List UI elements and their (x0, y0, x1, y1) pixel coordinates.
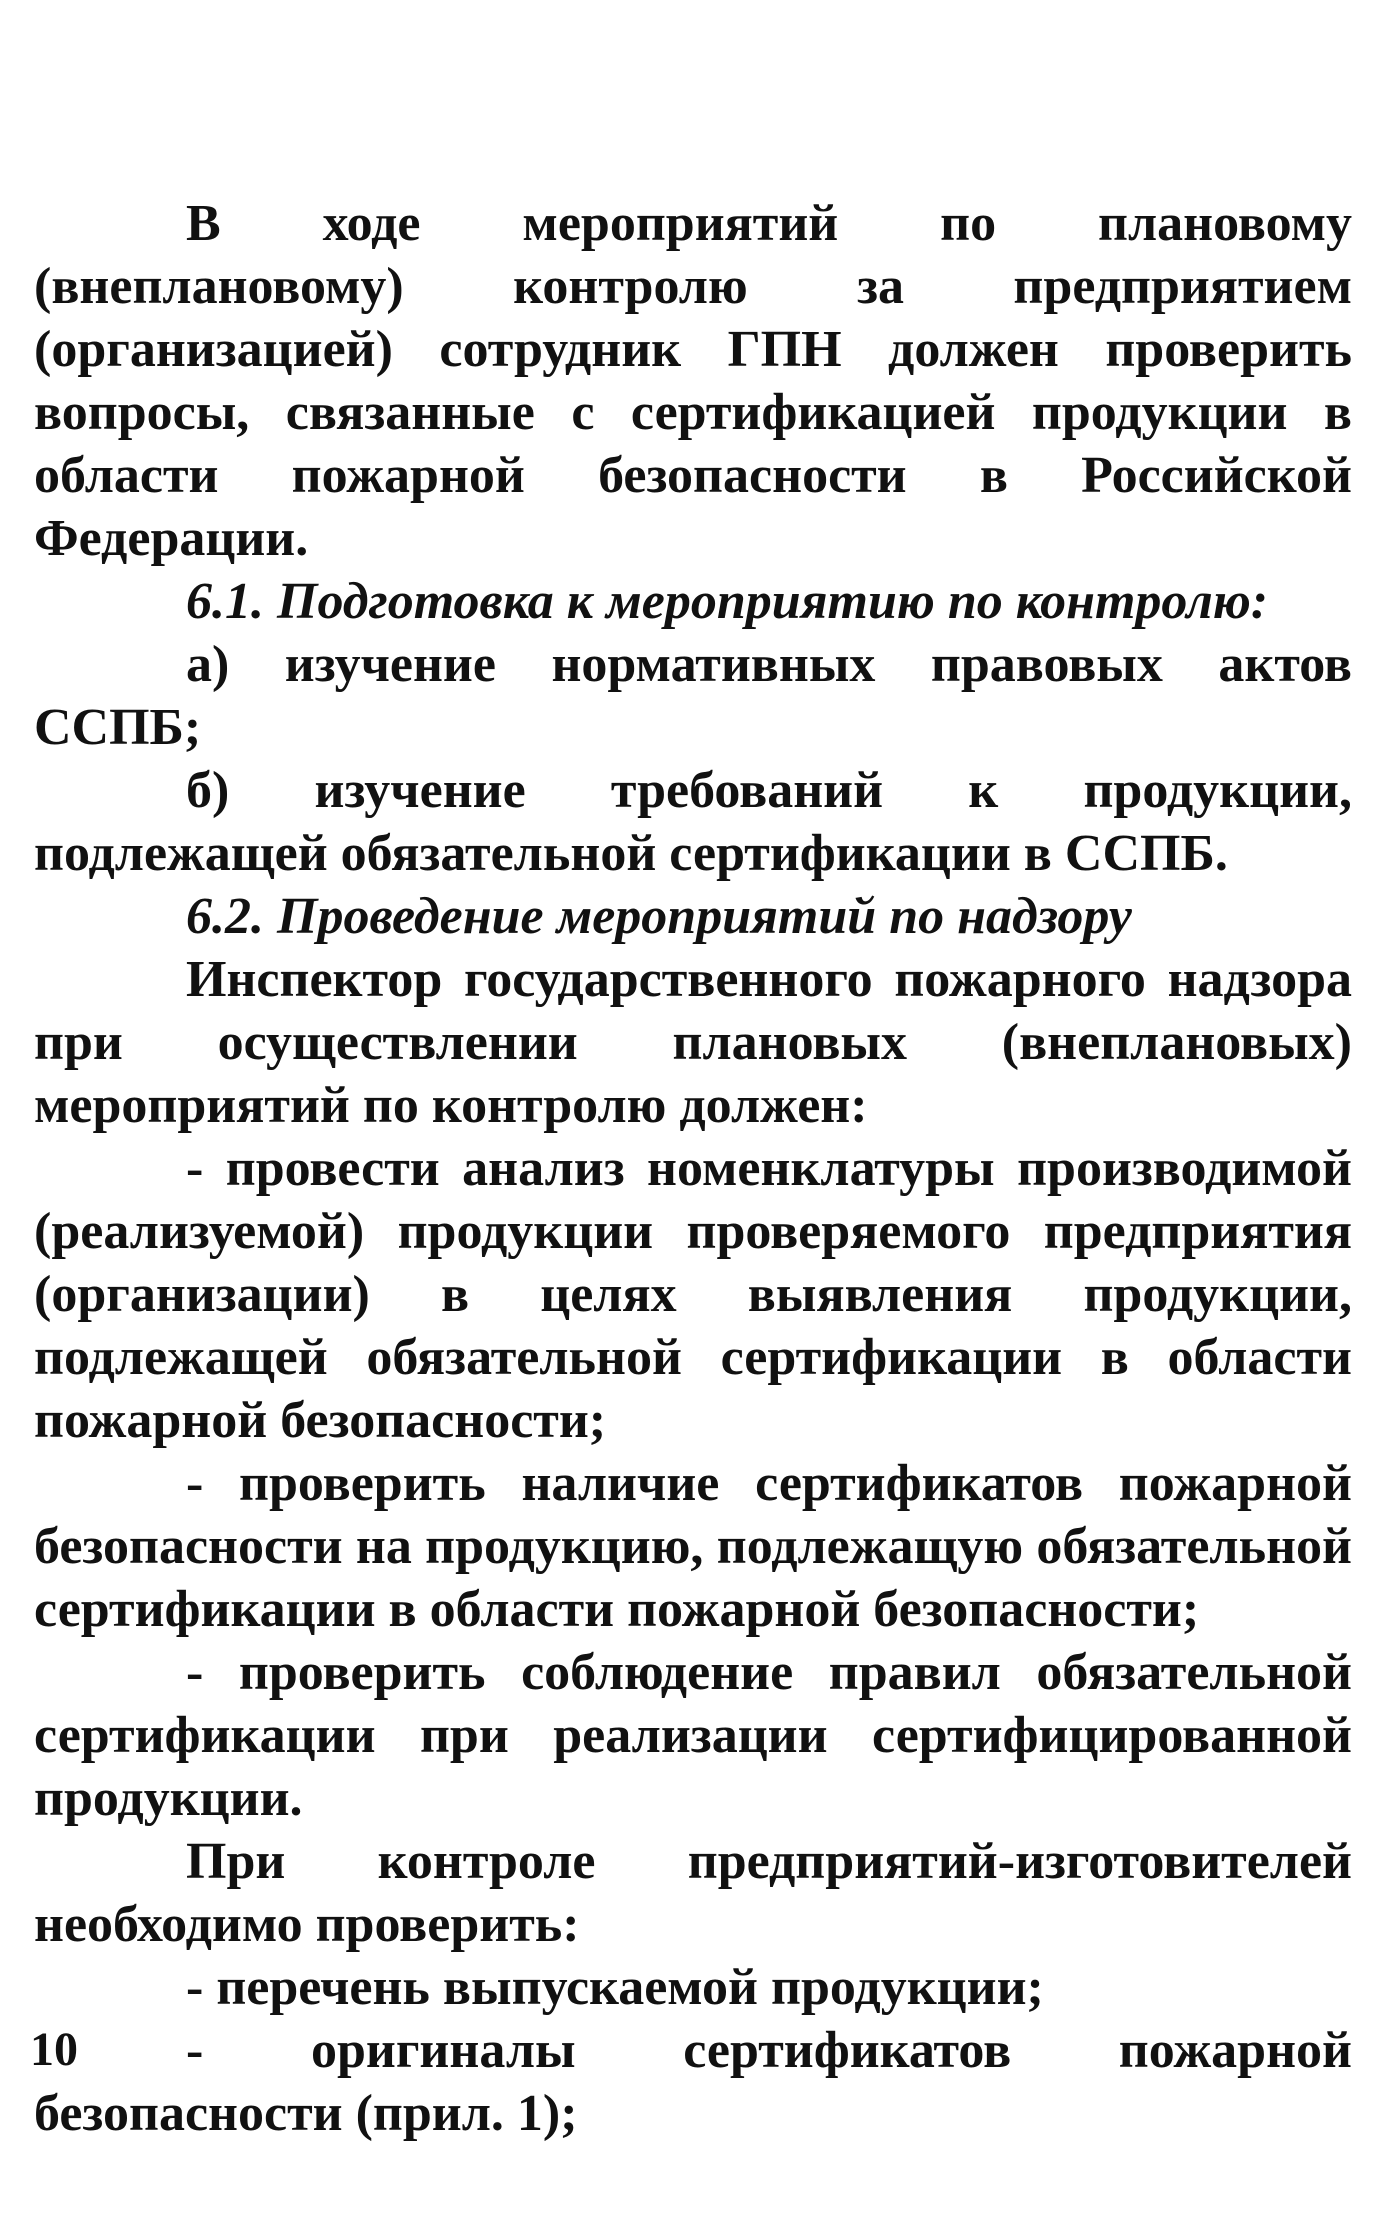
bullet-original-certificates: - оригиналы сертификатов пожарной безопасности (прил. 1); (34, 2022, 1352, 2142)
section-heading-6-2: 6.2. Проведение мероприятий по надзору (186, 888, 1132, 945)
inspector-paragraph: Инспектор государственного пожарного надзора при осуществлении плановых (внеплановых) мероприятий по контролю должен: (34, 951, 1352, 1134)
page-number: 10 (30, 2023, 78, 2076)
section-heading-6-1: 6.1. Подготовка к мероприятию по контролю: (186, 573, 1269, 630)
bullet-certificates: - проверить наличие сертификатов пожарной безопасности на продукцию, подлежащую обязательной сертификации в области пожарной безопасности; (34, 1455, 1352, 1638)
list-item-a: а) изучение нормативных правовых актов ССПБ; (34, 636, 1352, 756)
bullet-analysis: - провести анализ номенклатуры производимой (реализуемой) продукции проверяемого предприятия (организации) в целях выявления продукции, подлежащей обязательной сертификации в области пожарной безопасности; (34, 1140, 1352, 1449)
manufacturers-paragraph: При контроле предприятий-изготовителей необходимо проверить: (34, 1833, 1352, 1953)
list-item-b: б) изучение требований к продукции, подлежащей обязательной сертификации в ССПБ. (34, 762, 1352, 882)
intro-paragraph: В ходе мероприятий по плановому (внеплановому) контролю за предприятием (организацией) сотрудник ГПН должен проверить вопросы, связанные с сертификацией продукции в области пожарной безопасности в Российской Федерации. (34, 195, 1352, 567)
bullet-product-list: - перечень выпускаемой продукции; (186, 1959, 1044, 2016)
document-body (34, 192, 1352, 2145)
bullet-rules: - проверить соблюдение правил обязательной сертификации при реализации сертифицированной продукции. (34, 1644, 1352, 1827)
